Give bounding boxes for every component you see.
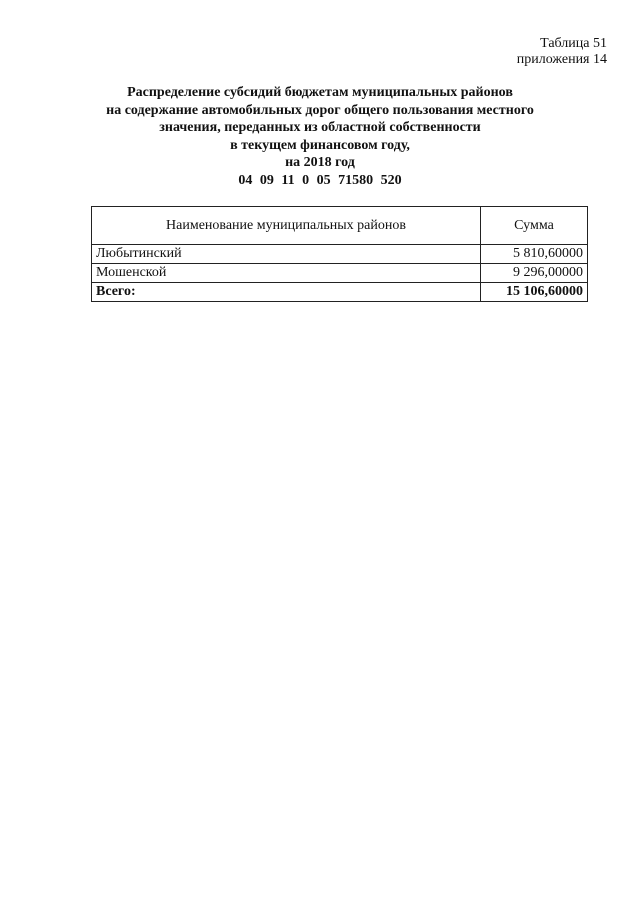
table-row <box>92 264 588 283</box>
title-line: на содержание автомобильных дорог общего пользования местного <box>106 102 534 118</box>
table-row <box>92 245 588 264</box>
table-reference <box>517 36 607 68</box>
total-amount: 15 106,60000 <box>481 283 588 302</box>
total-label: Всего: <box>92 283 481 302</box>
header-district-name: Наименование муниципальных районов <box>92 207 481 245</box>
table-number: Таблица 51 <box>540 36 607 51</box>
document-title <box>0 84 640 172</box>
header-amount: Сумма <box>481 207 588 245</box>
district-amount: 9 296,00000 <box>481 264 588 283</box>
district-amount: 5 810,60000 <box>481 245 588 264</box>
subsidy-table <box>91 206 588 302</box>
title-line: на 2018 год <box>285 155 355 170</box>
district-name: Мошенской <box>92 264 481 283</box>
budget-code: 04 09 11 0 05 71580 520 <box>238 173 402 188</box>
total-row <box>92 283 588 302</box>
district-name: Любытинский <box>92 245 481 264</box>
title-line: в текущем финансовом году, <box>230 137 410 153</box>
appendix-number: приложения 14 <box>516 52 607 67</box>
title-line: Распределение субсидий бюджетам муниципальных районов <box>127 85 513 100</box>
title-line: значения, переданных из областной собственности <box>159 120 481 135</box>
table-header-row <box>92 207 588 245</box>
